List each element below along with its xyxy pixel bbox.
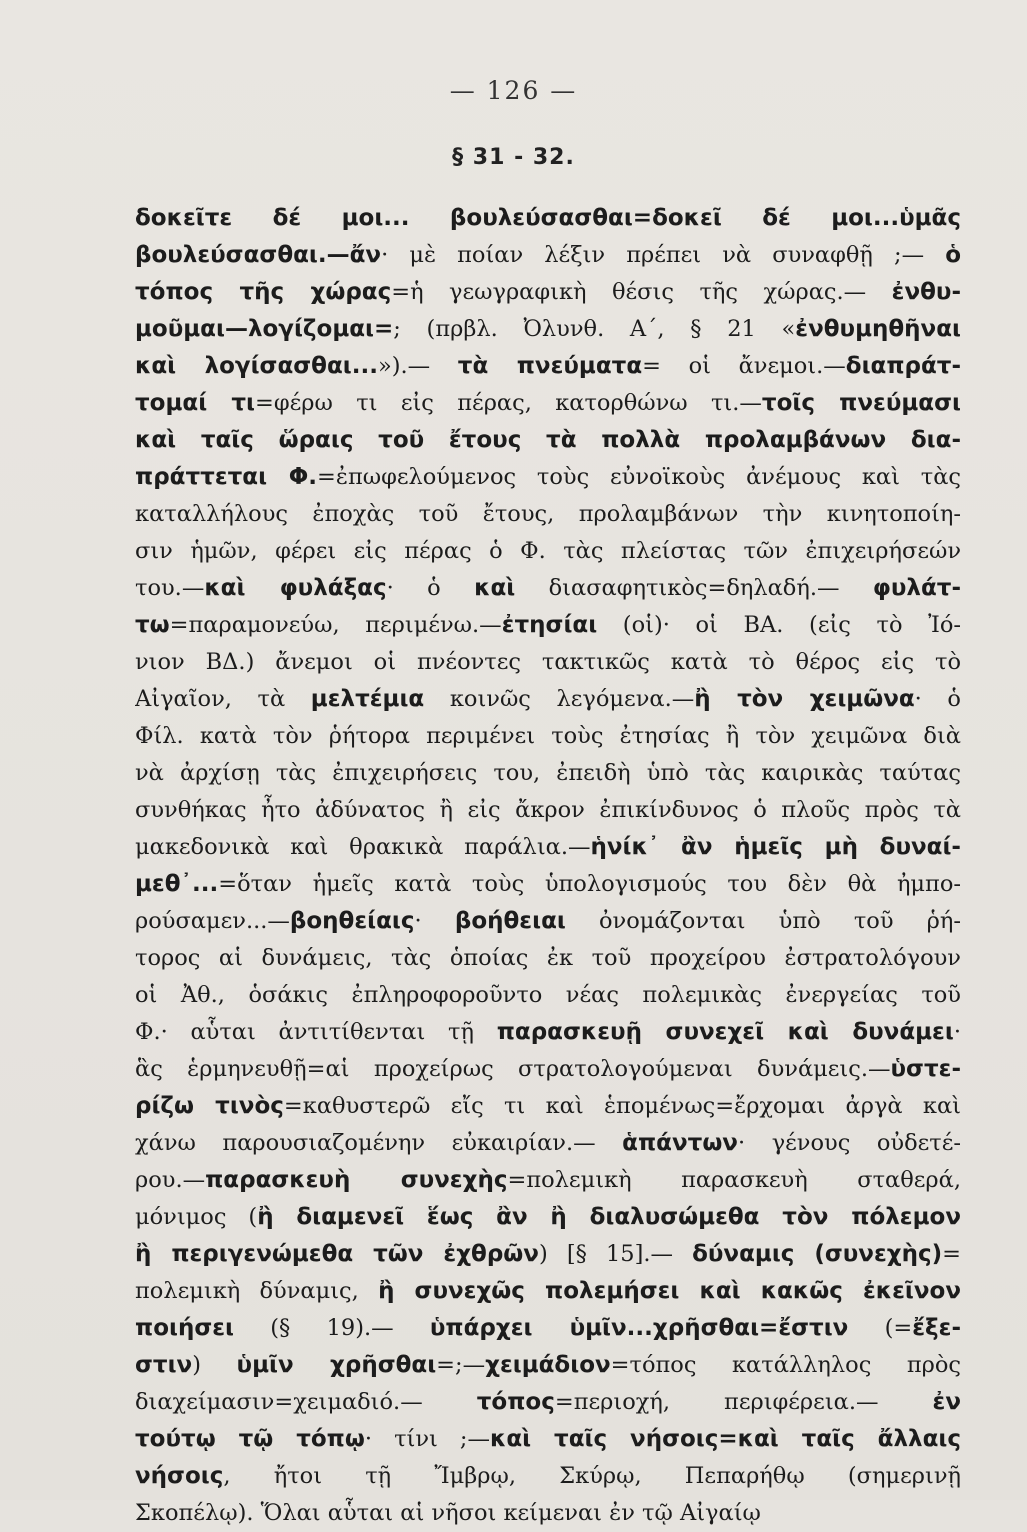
text-span: τορος αἱ δυνάμεις, τὰς ὁποίας ἐκ τοῦ προχείρου ἐστρατολόγουν	[135, 945, 961, 971]
bold-lemma: ἐνθυ-	[891, 279, 961, 305]
text-span: (οἱ)· οἱ ΒΑ. (εἰς τὸ Ἰό-	[597, 612, 961, 638]
text-span: =ἐπωφελούμενος τοὺς εὐνοϊκοὺς ἀνέμους καὶ τὰς	[317, 464, 961, 490]
bold-lemma: τόπος τῆς χώρας	[135, 279, 392, 305]
text-line	[135, 1421, 961, 1458]
bold-lemma: ἢ περιγενώμεθα τῶν ἐχθρῶν	[135, 1241, 539, 1267]
text-line	[135, 274, 961, 311]
text-line	[135, 348, 961, 385]
text-line	[135, 1051, 961, 1088]
text-span: ·	[414, 908, 455, 934]
text-line	[135, 644, 961, 681]
bold-lemma: ὑστε-	[890, 1056, 961, 1082]
text-span: κοινῶς λεγόμενα.—	[424, 686, 695, 712]
text-span: συνθήκας ἦτο ἀδύνατος ἢ εἰς ἄκρον ἐπικίνδυνος ὁ πλοῦς πρὸς τὰ	[135, 797, 961, 823]
bold-lemma: δοκεῖτε δέ μοι... βουλεύσασθαι=δοκεῖ δέ μοι...ὑμᾶς	[135, 205, 961, 231]
text-span: Φίλ. κατὰ τὸν ῥήτορα περιμένει τοὺς ἐτησίας ἢ τὸν χειμῶνα διὰ	[135, 723, 961, 749]
page-number: — 126 —	[449, 76, 578, 105]
text-line	[135, 311, 961, 348]
text-line	[135, 718, 961, 755]
text-line	[135, 385, 961, 422]
text-span: =ἡ γεωγραφικὴ θέσις τῆς χώρας.—	[391, 279, 892, 305]
text-line	[135, 866, 961, 903]
text-line	[135, 681, 961, 718]
text-line	[135, 1014, 961, 1051]
commentary-text	[135, 200, 961, 1532]
text-span: =ὅταν ἡμεῖς κατὰ τοὺς ὑπολογισμούς του δὲν θὰ ἠμπο-	[218, 871, 961, 897]
bold-lemma: στιν	[135, 1352, 193, 1378]
bold-lemma: ἐτησίαι	[501, 612, 598, 638]
bold-lemma: ἁπάντων	[622, 1130, 738, 1156]
text-line	[135, 496, 961, 533]
text-span: (§ 19).—	[234, 1315, 430, 1341]
bold-lemma: φυλάτ-	[872, 575, 961, 601]
text-line	[135, 940, 961, 977]
text-line	[135, 1088, 961, 1125]
text-line	[135, 755, 961, 792]
text-span: ) [§ 15].—	[538, 1241, 693, 1267]
text-line	[135, 1310, 961, 1347]
bold-lemma: δύναμις (συνεχὴς)	[692, 1241, 943, 1267]
bold-lemma: ἔξε-	[912, 1315, 961, 1341]
bold-lemma: ὁ	[945, 242, 961, 268]
text-line	[135, 607, 961, 644]
text-line	[135, 1384, 961, 1421]
bold-lemma: τω	[135, 612, 170, 638]
text-span: ·	[953, 1019, 961, 1045]
text-line	[135, 1495, 961, 1532]
text-span: νιον ΒΔ.) ἄνεμοι οἱ πνέοντες τακτικῶς κατὰ τὸ θέρος εἰς τὸ	[135, 649, 961, 675]
text-span: νὰ ἀρχίσῃ τὰς ἐπιχειρήσεις του, ἐπειδὴ ὑπὸ τὰς καιρικὰς ταύτας	[135, 760, 961, 786]
text-line	[135, 422, 961, 459]
text-span: =;—	[436, 1352, 486, 1378]
bold-lemma: ἢ τὸν χειμῶνα	[694, 686, 915, 712]
text-span: · μὲ ποίαν λέξιν πρέπει νὰ συναφθῇ ;—	[381, 242, 946, 268]
text-span: · τίνι ;—	[364, 1426, 490, 1452]
text-span: =πολεμικὴ παρασκευὴ σταθερά,	[507, 1167, 961, 1193]
bold-lemma: τομαί τι	[135, 390, 256, 416]
bold-lemma: καὶ φυλάξας	[204, 575, 387, 601]
text-span: του.—	[135, 575, 205, 601]
bold-lemma: βοηθείαις	[289, 908, 415, 934]
bold-lemma: ἐνθυμηθῆναι	[795, 316, 961, 342]
text-line	[135, 1125, 961, 1162]
text-span: »).—	[377, 353, 458, 379]
text-span: πολεμικὴ δύναμις,	[135, 1278, 379, 1304]
text-span: =φέρω τι εἰς πέρας, κατορθώνω τι.—	[255, 390, 762, 416]
text-line	[135, 570, 961, 607]
text-span: = οἱ ἄνεμοι.—	[642, 353, 846, 379]
text-span: =καθυστερῶ εἴς τι καὶ ἑπομένως=ἔρχομαι ἀργὰ καὶ	[283, 1093, 961, 1119]
bold-lemma: ὑμῖν χρῆσθαι	[236, 1352, 437, 1378]
bold-lemma: τὰ πνεύματα	[457, 353, 643, 379]
bold-lemma: παρασκευῇ συνεχεῖ καὶ δυνάμει	[496, 1019, 954, 1045]
text-span: =	[942, 1241, 961, 1267]
bold-lemma: παρασκευὴ συνεχὴς	[205, 1167, 508, 1193]
bold-lemma: νήσοις	[135, 1463, 224, 1489]
bold-lemma: χειμάδιον	[485, 1352, 611, 1378]
text-span: ; (πρβλ. Ὀλυνθ. Α΄, § 21 «	[393, 316, 796, 342]
text-span: διαχείμασιν=χειμαδιό.—	[135, 1389, 477, 1415]
text-span: Φ.· αὗται ἀντιτίθενται τῇ	[135, 1019, 497, 1045]
bold-lemma: ρίζω τινὸς	[135, 1093, 284, 1119]
bold-lemma: καὶ	[474, 575, 516, 601]
text-line	[135, 1273, 961, 1310]
text-line	[135, 829, 961, 866]
bold-lemma: τόπος	[476, 1389, 555, 1415]
text-span: ἃς ἑρμηνευθῇ=αἱ προχείρως στρατολογούμεναι δυνάμεις.—	[135, 1056, 891, 1082]
text-span: διασαφητικὸς=δηλαδή.—	[515, 575, 873, 601]
bold-lemma: ποιήσει	[135, 1315, 235, 1341]
text-span: =παραμονεύω, περιμένω.—	[169, 612, 502, 638]
bold-lemma: καὶ λογίσασθαι...	[135, 353, 378, 379]
bold-lemma: βοήθειαι	[454, 908, 566, 934]
bold-lemma: ἢ συνεχῶς πολεμήσει καὶ κακῶς ἐκεῖνον	[378, 1278, 961, 1304]
bold-lemma: καὶ ταῖς ὥραις τοῦ ἔτους τὰ πολλὰ προλαμβάνων δια-	[135, 427, 961, 453]
text-line	[135, 1458, 961, 1495]
text-line	[135, 977, 961, 1014]
bold-lemma: ὑπάρχει ὑμῖν...χρῆσθαι=ἔστιν	[429, 1315, 849, 1341]
text-span: οἱ Ἀθ., ὁσάκις ἐπληροφοροῦντο νέας πολεμικὰς ἐνεργείας τοῦ	[135, 982, 961, 1008]
text-line	[135, 903, 961, 940]
bold-lemma: μοῦμαι—λογίζομαι=	[135, 316, 394, 342]
text-span: )	[192, 1352, 237, 1378]
text-span: ρούσαμεν...—	[135, 908, 290, 934]
text-line	[135, 1162, 961, 1199]
text-span: ὀνομάζονται ὑπὸ τοῦ ῥή-	[565, 908, 961, 934]
text-line	[135, 792, 961, 829]
bold-lemma: ἡνίκ᾿ ἂν ἡμεῖς μὴ δυναί-	[590, 834, 961, 860]
text-line	[135, 200, 961, 237]
text-span: μόνιμος (	[135, 1204, 258, 1230]
text-span: καταλλήλους ἐποχὰς τοῦ ἔτους, προλαμβάνων τὴν κινητοποίη-	[135, 501, 961, 527]
text-line	[135, 1199, 961, 1236]
bold-lemma: καὶ ταῖς νήσοις=καὶ ταῖς ἄλλαις	[490, 1426, 961, 1452]
text-line	[135, 237, 961, 274]
section-heading: § 31 - 32.	[452, 145, 575, 170]
text-span: Αἰγαῖον, τὰ	[135, 686, 311, 712]
text-line	[135, 459, 961, 496]
text-line	[135, 1347, 961, 1384]
text-span: =περιοχή, περιφέρεια.—	[554, 1389, 933, 1415]
bold-lemma: τοῖς πνεύμασι	[761, 390, 961, 416]
text-span: (=	[848, 1315, 913, 1341]
bold-lemma: τούτῳ τῷ τόπῳ	[135, 1426, 365, 1452]
bold-lemma: ἐν	[932, 1389, 961, 1415]
text-line	[135, 1236, 961, 1273]
bold-lemma: ἢ διαμενεῖ ἕως ἂν ἢ διαλυσώμεθα τὸν πόλεμον	[257, 1204, 961, 1230]
bold-lemma: μελτέμια	[310, 686, 425, 712]
text-span: · γένους οὐδετέ-	[737, 1130, 961, 1156]
text-span: ρου.—	[135, 1167, 206, 1193]
text-span: · ὁ	[386, 575, 475, 601]
text-span: Σκοπέλῳ). Ὅλαι αὗται αἱ νῆσοι κείμεναι ἐν τῷ Αἰγαίῳ	[135, 1500, 761, 1526]
text-span: σιν ἡμῶν, φέρει εἰς πέρας ὁ Φ. τὰς πλείστας τῶν ἐπιχειρήσεών	[135, 538, 961, 564]
text-span: , ἤτοι τῇ Ἴμβρῳ, Σκύρῳ, Πεπαρήθῳ (σημερινῇ	[223, 1463, 961, 1489]
bold-lemma: βουλεύσασθαι.—ἄν	[135, 242, 382, 268]
text-span: χάνω παρουσιαζομένην εὐκαιρίαν.—	[135, 1130, 623, 1156]
bold-lemma: πράττεται Φ.	[135, 464, 318, 490]
text-span: μακεδονικὰ καὶ θρακικὰ παράλια.—	[135, 834, 591, 860]
text-line	[135, 533, 961, 570]
text-span: · ὁ	[914, 686, 961, 712]
bold-lemma: μεθ᾿...	[135, 871, 219, 897]
text-span: =τόπος κατάλληλος πρὸς	[610, 1352, 961, 1378]
bold-lemma: διαπράτ-	[845, 353, 961, 379]
